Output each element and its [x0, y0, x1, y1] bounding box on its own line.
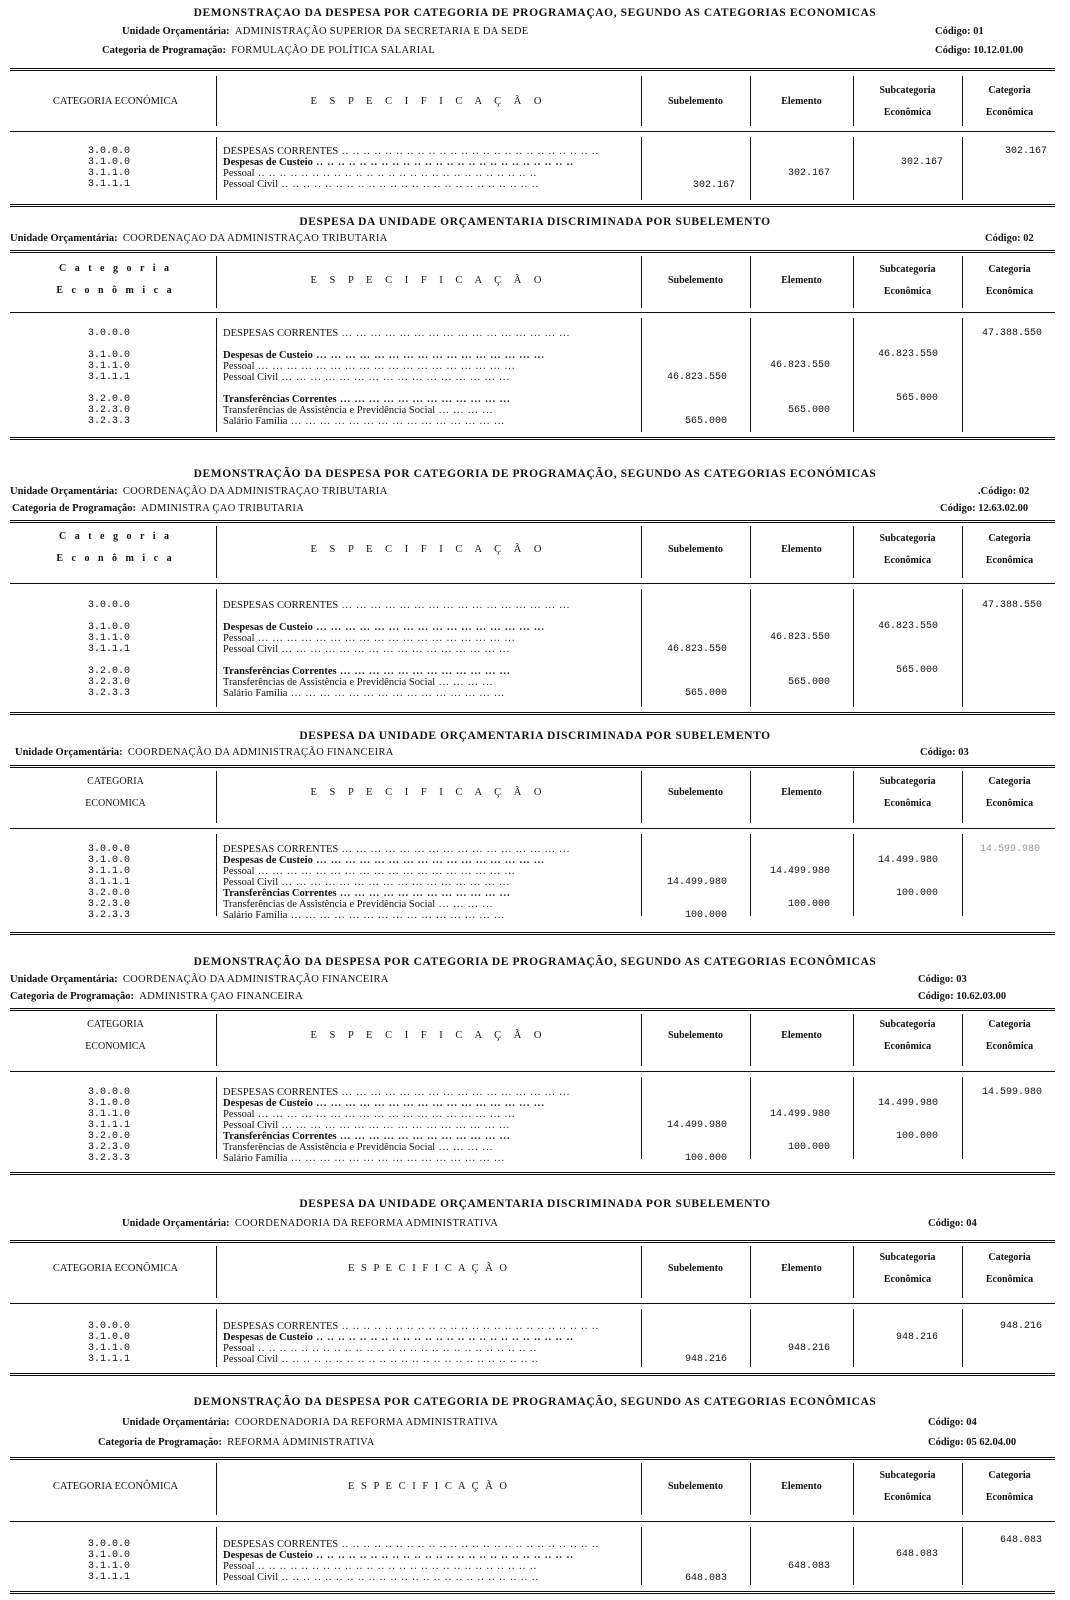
spec-column: DESPESAS CORRENTES .. .. .. .. .. .. .. .. .. .. .. .. .. .. .. .. .. .. .. .. .. .. .. .. Despesas de Custeio .. .. .. .. .. .. .. .. .. .. .. .. .. .. .. .. .. .. .. .. .. .. .. .. Pessoal .. .. .. .. .. .. .. .. .. .. .. .. .. .. .. .. .. .. .. .. .. .. .. .. .. .. Pessoal Civil .. .. .. .. .. .. .. .. .. .. .. .. .. .. .. .. .. .. .. .. .. .. .. .. [223, 1539, 600, 1583]
header-subelemento: Subelemento [668, 1263, 723, 1274]
spec-item: Despesas de Custeio [223, 855, 313, 866]
value-subcategoria: 302.167 [900, 157, 943, 168]
unidade-value: ADMINISTRAÇÃO SUPERIOR DA SECRETARIA E DA SEDE [234, 26, 529, 37]
header-rule [10, 1521, 1055, 1522]
unidade-value: COORDENAÇÃO DA ADMINISTRAÇÃO FINANCEIRA [127, 747, 394, 758]
spec-item: Pessoal [223, 633, 255, 644]
header-subcategoria: Subcategoria [879, 533, 936, 544]
header-elemento: Elemento [781, 275, 822, 286]
table-top-rule [10, 1240, 1055, 1243]
header-elemento: Elemento [781, 544, 822, 555]
spec-item: DESPESAS CORRENTES [223, 600, 339, 611]
value-subcategoria-2: 565.000 [895, 665, 938, 676]
value-elemento-1: 14.499.980 [769, 1109, 830, 1120]
value-elemento-2: 565.000 [787, 405, 830, 416]
header-categoria-economica: CATEGORIA ECONÔMICA [52, 1481, 179, 1492]
code: 3.2.0.0 [87, 666, 130, 677]
categoria-label: Categoria de Programação: [10, 991, 135, 1002]
code: 3.0.0.0 [87, 1087, 130, 1098]
col-divider [853, 834, 854, 916]
value-subelemento: 648.083 [684, 1573, 727, 1584]
header-subcategoria: Subcategoria [879, 776, 936, 787]
header-categoria-econ: Econômica [985, 286, 1034, 297]
section-5 [0, 950, 1070, 1178]
spec-item: Pessoal [223, 361, 255, 372]
header-subelemento: Subelemento [668, 1030, 723, 1041]
categoria-codigo: Código: 12.63.02.00 [940, 503, 1029, 514]
header-economica: E c o n ô m i c a [56, 553, 175, 564]
code: 3.2.0.0 [87, 1131, 130, 1142]
col-divider [216, 1527, 217, 1585]
header-categoria-col: Categoria [988, 776, 1031, 787]
value-elemento-1: 46.823.550 [769, 632, 830, 643]
table-top-rule [10, 250, 1055, 253]
header-elemento: Elemento [781, 96, 822, 107]
codes-column [50, 844, 130, 921]
categoria-label: Categoria de Programação: [98, 1437, 223, 1448]
value-categoria: 302.167 [1004, 146, 1047, 157]
value-elemento-1: 14.499.980 [769, 866, 830, 877]
header-categoria-col: Categoria [988, 533, 1031, 544]
value-subelemento-1: 46.823.550 [666, 644, 727, 655]
code: 3.1.0.0 [87, 157, 130, 168]
header-especificacao: E S P E C I F I C A Ç Ã O [310, 96, 547, 107]
unidade-codigo: Código: 01 [935, 26, 984, 37]
spec-column: DESPESAS CORRENTES ... ... ... ... ... ... ... ... ... ... ... ... ... ... ... ... Despesas de Custeio ... ... ... ... ... ... ... ... ... ... ... ... ... ... ... ... Pessoal ... ... ... ... ... ... ... ... ... ... ... ... ... ... ... ... ... ... Pessoal Civil ... ... ... ... ... ... ... ... ... ... ... ... ... ... ... ... Transferências Correntes ... ... ... ... ... ... ... ... ... ... ... ... Transferências de Assistência e Previdência Social ... ... ... ... Salário Família ... ... ... ... ... ... ... ... ... ... ... ... ... ... ... [223, 1087, 571, 1164]
unidade-line [10, 233, 388, 244]
table-top-rule [10, 1008, 1055, 1011]
value-categoria: 14.599.980 [979, 844, 1040, 855]
spec-item: Transferências Correntes [223, 888, 337, 899]
header-categoria-econ: Econômica [985, 1041, 1034, 1052]
section-2 [0, 212, 1070, 452]
spec-item: DESPESAS CORRENTES [223, 1539, 339, 1550]
unidade-value: COORDENAÇAO DA ADMINISTRAÇAO TRIBUTARIA [122, 233, 388, 244]
table-bottom-rule [10, 437, 1055, 440]
header-economica: E c o n ô m i c a [56, 285, 175, 296]
header-categoria: Categoria [988, 85, 1031, 96]
header-subelemento: Subelemento [668, 1481, 723, 1492]
table-bottom-rule [10, 932, 1055, 935]
col-divider [853, 589, 854, 707]
value-subcategoria: 648.083 [895, 1549, 938, 1560]
value-subelemento: 302.167 [692, 180, 735, 191]
header-elemento: Elemento [781, 787, 822, 798]
value-subelemento-1: 14.499.980 [666, 1120, 727, 1131]
spec-item: Transferências Correntes [223, 666, 337, 677]
spec-column: DESPESAS CORRENTES ... ... ... ... ... ... ... ... ... ... ... ... ... ... ... ... Despesas de Custeio ... ... ... ... ... ... ... ... ... ... ... ... ... ... ... ... Pessoal ... ... ... ... ... ... ... ... ... ... ... ... ... ... ... ... ... ... Pessoal Civil ... ... ... ... ... ... ... ... ... ... ... ... ... ... ... ... Transferências Correntes ... ... ... ... ... ... ... ... ... ... ... ... Transferências de Assistência e Previdência Social ... ... ... ... Salário Família ... ... ... ... ... ... ... ... ... ... ... ... ... ... ... [223, 844, 571, 921]
code: 3.2.3.3 [87, 910, 130, 921]
code: 3.1.1.0 [87, 1109, 130, 1120]
table-bottom-rule [10, 1591, 1055, 1594]
header-elemento: Elemento [781, 1030, 822, 1041]
header-especificacao: E S P E C I F I C A Ç Ã O [310, 275, 547, 286]
code: 3.1.1.1 [87, 1354, 130, 1365]
spec-item: Pessoal Civil [223, 1354, 279, 1365]
spec-item: Pessoal Civil [223, 877, 279, 888]
spec-item: DESPESAS CORRENTES [223, 328, 339, 339]
spec-item: Pessoal [223, 1343, 255, 1354]
header-subcategoria: Subcategoria [879, 1252, 936, 1263]
value-categoria: 948.216 [999, 1321, 1042, 1332]
value-categoria: 47.388.550 [981, 328, 1042, 339]
code: 3.1.1.0 [87, 1561, 130, 1572]
unidade-label: Unidade Orçamentária: [10, 486, 118, 497]
col-divider [216, 1309, 217, 1367]
value-subelemento-2: 565.000 [684, 416, 727, 427]
table-top-rule [10, 68, 1055, 71]
unidade-codigo: Código: 03 [918, 974, 967, 985]
spec-item: Pessoal Civil [223, 372, 279, 383]
header-especificacao: E S P E C I F I C A Ç Ã O [310, 1030, 547, 1041]
value-elemento-2: 565.000 [787, 677, 830, 688]
spec-item: Pessoal Civil [223, 1572, 279, 1583]
col-divider [216, 589, 217, 707]
header-subelemento: Subelemento [668, 275, 723, 286]
codes-column [50, 1321, 130, 1365]
section-1 [0, 0, 1070, 210]
code: 3.2.3.0 [87, 677, 130, 688]
spec-item: Despesas de Custeio [223, 1550, 313, 1561]
header-subcategoria-economica: Econômica [883, 798, 932, 809]
value-subcategoria-1: 14.499.980 [877, 855, 938, 866]
header-rule [10, 1071, 1055, 1072]
table-top-rule [10, 1457, 1055, 1460]
unidade-label: Unidade Orçamentária: [15, 747, 123, 758]
spec-column: DESPESAS CORRENTES .. .. .. .. .. .. .. .. .. .. .. .. .. .. .. .. .. .. .. .. .. .. .. .. Despesas de Custeio .. .. .. .. .. .. .. .. .. .. .. .. .. .. .. .. .. .. .. .. .. .. .. .. Pessoal .. .. .. .. .. .. .. .. .. .. .. .. .. .. .. .. .. .. .. .. .. .. .. .. .. .. Pessoal Civil .. .. .. .. .. .. .. .. .. .. .. .. .. .. .. .. .. .. .. .. .. .. .. .. [223, 146, 600, 190]
unidade-label: Unidade Orçamentária: [10, 233, 118, 244]
col-divider [853, 1077, 854, 1159]
code: 3.1.1.1 [87, 179, 130, 190]
code: 3.2.3.0 [87, 899, 130, 910]
unidade-label: Unidade Orçamentária: [122, 26, 230, 37]
spec-item: DESPESAS CORRENTES [223, 1087, 339, 1098]
header-subcategoria: Subcategoria [879, 264, 936, 275]
header-subcategoria: Subcategoria [879, 85, 936, 96]
header-rule [10, 828, 1055, 829]
section-title: DEMONSTRAÇÃO DA DESPESA POR CATEGORIA DE PROGRAMAÇÃO, SEGUNDO AS CATEGORIAS ECONÓMICAS [193, 468, 877, 480]
unidade-codigo: .Código: 02 [978, 486, 1030, 497]
header-categoria-col: Categoria [988, 1019, 1031, 1030]
header-subelemento: Subelemento [668, 787, 723, 798]
categoria-label: Categoria de Programação: [12, 503, 137, 514]
code: 3.1.0.0 [87, 1550, 130, 1561]
categoria-line [98, 1437, 375, 1448]
value-subcategoria: 948.216 [895, 1332, 938, 1343]
code: 3.2.3.3 [87, 416, 130, 427]
header-categoria-econ: Econômica [985, 798, 1034, 809]
unidade-value: COORDENAÇÃO DA ADMINISTRAÇÃO FINANCEIRA [122, 974, 389, 985]
code: 3.1.0.0 [87, 1098, 130, 1109]
code: 3.2.0.0 [87, 888, 130, 899]
unidade-codigo: Código: 03 [920, 747, 969, 758]
value-subelemento-2: 100.000 [684, 1153, 727, 1164]
unidade-codigo: Código: 04 [928, 1218, 977, 1229]
col-divider [853, 318, 854, 432]
header-subcategoria-economica: Econômica [883, 1041, 932, 1052]
spec-item: Transferências de Assistência e Previdência Social [223, 1142, 436, 1153]
value-subcategoria-2: 100.000 [895, 1131, 938, 1142]
header-categoria-col: Categoria [988, 1470, 1031, 1481]
spec-column: DESPESAS CORRENTES ... ... ... ... ... ... ... ... ... ... ... ... ... ... ... ... Despesas de Custeio ... ... ... ... ... ... ... ... ... ... ... ... ... ... ... ... Pessoal ... ... ... ... ... ... ... ... ... ... ... ... ... ... ... ... ... ... Pessoal Civil ... ... ... ... ... ... ... ... ... ... ... ... ... ... ... ... Transferências Correntes ... ... ... ... ... ... ... ... ... ... ... ... Transferências de Assistência e Previdência Social ... ... ... ... Salário Família ... ... ... ... ... ... ... ... ... ... ... ... ... ... ... [223, 600, 571, 699]
header-categoria: CATEGORIA [87, 776, 144, 787]
col-divider [216, 1077, 217, 1159]
header-subcategoria-economica: Econômica [883, 107, 932, 118]
spec-item: Salário Família [223, 416, 288, 427]
unidade-line [10, 974, 389, 985]
value-elemento: 948.216 [787, 1343, 830, 1354]
code: 3.1.0.0 [87, 622, 130, 633]
header-categoria-econ: Econômica [985, 555, 1034, 566]
header-elemento: Elemento [781, 1263, 822, 1274]
section-title: DEMONSTRAÇÃO DA DESPESA POR CATEGORIA DE PROGRAMAÇÃO, SEGUNDO AS CATEGORIAS ECONÔMICAS [193, 956, 877, 968]
code: 3.0.0.0 [87, 146, 130, 157]
header-subelemento: Subelemento [668, 96, 723, 107]
value-subcategoria-1: 46.823.550 [877, 349, 938, 360]
categoria-value: REFORMA ADMINISTRATIVA [227, 1437, 375, 1448]
code: 3.1.1.0 [87, 168, 130, 179]
spec-item: Transferências de Assistência e Previdência Social [223, 677, 436, 688]
spec-item: Despesas de Custeio [223, 1332, 313, 1343]
codes-column [50, 600, 130, 699]
col-divider [962, 1309, 963, 1367]
spec-column: DESPESAS CORRENTES .. .. .. .. .. .. .. .. .. .. .. .. .. .. .. .. .. .. .. .. .. .. .. .. Despesas de Custeio .. .. .. .. .. .. .. .. .. .. .. .. .. .. .. .. .. .. .. .. .. .. .. .. Pessoal .. .. .. .. .. .. .. .. .. .. .. .. .. .. .. .. .. .. .. .. .. .. .. .. .. .. Pessoal Civil .. .. .. .. .. .. .. .. .. .. .. .. .. .. .. .. .. .. .. .. .. .. .. .. [223, 1321, 600, 1365]
col-divider [750, 1527, 751, 1585]
value-subelemento-2: 100.000 [684, 910, 727, 921]
spec-item: Despesas de Custeio [223, 157, 313, 168]
unidade-line [122, 1417, 498, 1428]
code: 3.1.1.0 [87, 1343, 130, 1354]
value-subcategoria-2: 565.000 [895, 393, 938, 404]
unidade-value: COORDENADORIA DA REFORMA ADMINISTRATIVA [234, 1218, 499, 1229]
header-economica: ECONOMICA [85, 798, 146, 809]
header-categoria-econ: Econômica [985, 107, 1034, 118]
unidade-line [15, 747, 394, 758]
value-subelemento-2: 565.000 [684, 688, 727, 699]
categoria-codigo: Código: 10.62.03.00 [918, 991, 1007, 1002]
spec-item: Salário Família [223, 910, 288, 921]
code: 3.2.3.3 [87, 688, 130, 699]
code: 3.2.3.3 [87, 1153, 130, 1164]
header-rule [10, 1303, 1055, 1304]
unidade-label: Unidade Orçamentária: [10, 974, 118, 985]
header-subcategoria-economica: Econômica [883, 1274, 932, 1285]
value-subelemento-1: 46.823.550 [666, 372, 727, 383]
unidade-value: COORDENADORIA DA REFORMA ADMINISTRATIVA [234, 1417, 499, 1428]
value-elemento: 302.167 [787, 168, 830, 179]
code: 3.0.0.0 [87, 600, 130, 611]
col-divider [853, 137, 854, 200]
spec-column: DESPESAS CORRENTES ... ... ... ... ... ... ... ... ... ... ... ... ... ... ... ... Despesas de Custeio ... ... ... ... ... ... ... ... ... ... ... ... ... ... ... ... Pessoal ... ... ... ... ... ... ... ... ... ... ... ... ... ... ... ... ... ... Pessoal Civil ... ... ... ... ... ... ... ... ... ... ... ... ... ... ... ... Transferências Correntes ... ... ... ... ... ... ... ... ... ... ... ... Transferências de Assistência e Previdência Social ... ... ... ... Salário Família ... ... ... ... ... ... ... ... ... ... ... ... ... ... ... [223, 328, 571, 427]
col-divider [216, 318, 217, 432]
header-categoria-col: Categoria [988, 1252, 1031, 1263]
spec-item: Pessoal Civil [223, 1120, 279, 1131]
header-categoria-economica: CATEGORIA ECONÔMICA [52, 1263, 179, 1274]
code: 3.1.1.0 [87, 866, 130, 877]
codes-column [50, 1087, 130, 1164]
unidade-value: COORDENAÇÃO DA ADMINISTRAÇAO TRIBUTARIA [122, 486, 388, 497]
section-6 [0, 1190, 1070, 1380]
value-subcategoria-2: 100.000 [895, 888, 938, 899]
table-bottom-rule [10, 712, 1055, 715]
value-subelemento: 948.216 [684, 1354, 727, 1365]
spec-item: Salário Família [223, 1153, 288, 1164]
header-elemento: Elemento [781, 1481, 822, 1492]
spec-item: Pessoal Civil [223, 644, 279, 655]
code: 3.2.3.0 [87, 1142, 130, 1153]
code: 3.0.0.0 [87, 328, 130, 339]
value-elemento: 648.083 [787, 1561, 830, 1572]
categoria-codigo: Código: 10.12.01.00 [935, 45, 1024, 56]
table-bottom-rule [10, 204, 1055, 207]
value-categoria: 47.388.550 [981, 600, 1042, 611]
header-categoria-col: Categoria [988, 264, 1031, 275]
section-3 [0, 462, 1070, 720]
value-subcategoria-1: 46.823.550 [877, 621, 938, 632]
codes-column [50, 328, 130, 427]
unidade-line [122, 1218, 498, 1229]
value-subelemento-1: 14.499.980 [666, 877, 727, 888]
header-categoria: C a t e g o r i a [58, 531, 173, 542]
code: 3.1.1.1 [87, 372, 130, 383]
header-categoria: CATEGORIA [87, 1019, 144, 1030]
header-rule [10, 583, 1055, 584]
spec-item: Despesas de Custeio [223, 1098, 313, 1109]
header-rule [10, 131, 1055, 132]
header-especificacao: E S P E C I F I C A Ç Ã O [310, 544, 547, 555]
codes-column [50, 146, 130, 190]
table-bottom-rule [10, 1172, 1055, 1175]
unidade-codigo: Código: 04 [928, 1417, 977, 1428]
spec-item: DESPESAS CORRENTES [223, 1321, 339, 1332]
categoria-label: Categoria de Programação: [102, 45, 227, 56]
spec-item: Pessoal [223, 1109, 255, 1120]
code: 3.2.3.0 [87, 405, 130, 416]
section-4 [0, 727, 1070, 942]
header-especificacao: E S P E C I F I C A Ç Ã O [347, 1481, 510, 1492]
categoria-value: ADMINISTRA ÇAO TRIBUTARIA [141, 503, 305, 514]
header-subcategoria-economica: Econômica [883, 1492, 932, 1503]
code: 3.0.0.0 [87, 844, 130, 855]
section-title: DEMONSTRAÇÃO DA DESPESA POR CATEGORIA DE PROGRAMAÇÃO, SEGUNDO AS CATEGORIAS ECONÔMICAS [193, 1396, 877, 1408]
section-title: DEMONSTRAÇAO DA DESPESA POR CATEGORIA DE PROGRAMAÇAO, SEGUNDO AS CATEGORIAS ECONOMICAS [193, 7, 877, 19]
section-7 [0, 1387, 1070, 1600]
section-title: DESPESA DA UNIDADE ORÇAMENTARIA DISCRIMINADA POR SUBELEMENTO [299, 216, 771, 228]
col-divider [216, 137, 217, 200]
table-top-rule [10, 520, 1055, 523]
categoria-value: FORMULAÇÃO DE POLÍTICA SALARIAL [231, 45, 436, 56]
unidade-line [122, 26, 528, 37]
unidade-label: Unidade Orçamentária: [122, 1218, 230, 1229]
code: 3.1.1.1 [87, 877, 130, 888]
spec-item: Despesas de Custeio [223, 350, 313, 361]
categoria-codigo: Código: 05 62.04.00 [928, 1437, 1017, 1448]
spec-item: Pessoal [223, 1561, 255, 1572]
spec-item: Transferências Correntes [223, 1131, 337, 1142]
value-elemento-2: 100.000 [787, 899, 830, 910]
col-divider [641, 137, 642, 200]
section-title: DESPESA DA UNIDADE ORÇAMENTARIA DISCRIMINADA POR SUBELEMENTO [299, 730, 771, 742]
table-bottom-rule [10, 1373, 1055, 1376]
code: 3.1.1.1 [87, 644, 130, 655]
spec-item: Transferências Correntes [223, 394, 337, 405]
col-divider [641, 1077, 642, 1159]
spec-item: DESPESAS CORRENTES [223, 844, 339, 855]
value-categoria: 648.083 [999, 1535, 1042, 1546]
spec-item: Pessoal Civil [223, 179, 279, 190]
spec-item: Transferências de Assistência e Previdência Social [223, 899, 436, 910]
spec-item: Transferências de Assistência e Previdência Social [223, 405, 436, 416]
table-top-rule [10, 765, 1055, 768]
code: 3.1.1.0 [87, 361, 130, 372]
col-divider [750, 1309, 751, 1367]
spec-item: Despesas de Custeio [223, 622, 313, 633]
code: 3.1.1.0 [87, 633, 130, 644]
header-subcategoria-economica: Econômica [883, 286, 932, 297]
code: 3.1.0.0 [87, 1332, 130, 1343]
spec-item: Salário Família [223, 688, 288, 699]
section-title: DESPESA DA UNIDADE ORÇAMENTARIA DISCRIMINADA POR SUBELEMENTO [299, 1198, 771, 1210]
code: 3.0.0.0 [87, 1539, 130, 1550]
codes-column [50, 1539, 130, 1583]
header-categoria-econ: Econômica [985, 1274, 1034, 1285]
spec-item: DESPESAS CORRENTES [223, 146, 339, 157]
value-elemento-2: 100.000 [787, 1142, 830, 1153]
code: 3.1.1.1 [87, 1120, 130, 1131]
code: 3.1.0.0 [87, 855, 130, 866]
code: 3.1.0.0 [87, 350, 130, 361]
header-subcategoria: Subcategoria [879, 1470, 936, 1481]
code: 3.0.0.0 [87, 1321, 130, 1332]
col-divider [750, 589, 751, 707]
header-especificacao: E S P E C I F I C A Ç Ã O [347, 1263, 510, 1274]
header-rule [10, 312, 1055, 313]
value-categoria: 14.599.980 [981, 1087, 1042, 1098]
categoria-line [102, 45, 435, 56]
unidade-codigo: Código: 02 [985, 233, 1034, 244]
header-categoria: C a t e g o r i a [58, 263, 173, 274]
header-subelemento: Subelemento [668, 544, 723, 555]
categoria-line [12, 503, 304, 514]
col-divider [216, 834, 217, 916]
unidade-label: Unidade Orçamentária: [122, 1417, 230, 1428]
spec-item: Pessoal [223, 866, 255, 877]
header-subcategoria-economica: Econômica [883, 555, 932, 566]
categoria-line [10, 991, 303, 1002]
unidade-line [10, 486, 388, 497]
header-categoria-economica: CATEGORIA ECONÓMICA [52, 96, 179, 107]
header-economica: ECONOMICA [85, 1041, 146, 1052]
header-subcategoria: Subcategoria [879, 1019, 936, 1030]
code: 3.2.0.0 [87, 394, 130, 405]
spec-item: Pessoal [223, 168, 255, 179]
header-especificacao: E S P E C I F I C A Ç Ã O [310, 787, 547, 798]
code: 3.1.1.1 [87, 1572, 130, 1583]
col-divider [641, 834, 642, 916]
header-categoria-econ: Econômica [985, 1492, 1034, 1503]
value-subcategoria-1: 14.499.980 [877, 1098, 938, 1109]
value-elemento-1: 46.823.550 [769, 360, 830, 371]
categoria-value: ADMINISTRA ÇAO FINANCEIRA [139, 991, 304, 1002]
